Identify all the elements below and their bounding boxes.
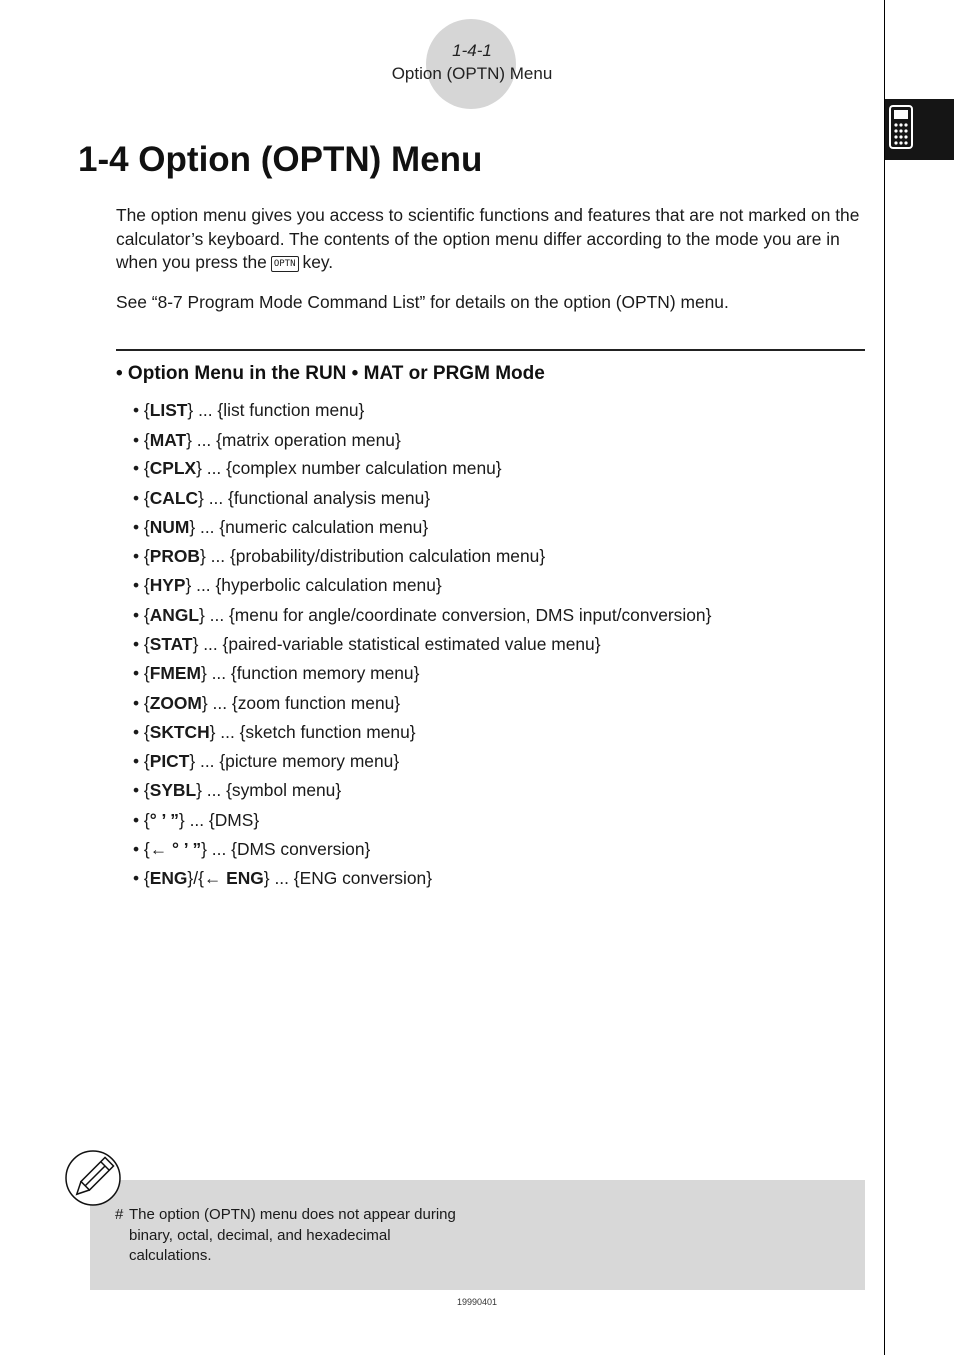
menu-item: • {MAT} ... {matrix operation menu} (133, 430, 401, 450)
menu-item-description: {DMS} (208, 810, 260, 830)
optn-key-icon: OPTN (271, 256, 299, 272)
intro-text-end: key. (302, 252, 334, 272)
menu-item-key: ← ° ’ ” (149, 839, 202, 859)
running-title: Option (OPTN) Menu (391, 64, 553, 83)
menu-item-key-alt: ← ENG (203, 868, 264, 888)
note-marker: # (115, 1206, 124, 1223)
see-also-paragraph: See “8-7 Program Mode Command List” for details on the option (OPTN) menu. (116, 292, 729, 312)
menu-item-key: ° ’ ” (149, 810, 179, 830)
menu-item-description: {functional analysis menu} (228, 488, 431, 508)
menu-item-description: {DMS conversion} (231, 839, 371, 859)
menu-item-key: FMEM (149, 663, 201, 683)
pencil-icon (64, 1149, 122, 1207)
menu-item-key: CPLX (149, 458, 197, 478)
calculator-icon (889, 105, 913, 149)
menu-item-description: {zoom function menu} (231, 693, 401, 713)
menu-item-key: ENG (149, 868, 188, 888)
menu-item-description: {hyperbolic calculation menu} (215, 575, 442, 595)
chapter-title: 1-4 Option (OPTN) Menu (78, 140, 483, 179)
menu-item-description: {paired-variable statistical estimated value menu} (222, 634, 601, 654)
menu-item: • {STAT} ... {paired-variable statistical estimated value menu} (133, 634, 601, 654)
menu-item-key: HYP (149, 575, 186, 595)
menu-item-key: SYBL (149, 780, 197, 800)
menu-item: • {SYBL} ... {symbol menu} (133, 780, 342, 800)
margin-rule (884, 0, 885, 1355)
menu-item: • {ENG}/{← ENG} ... {ENG conversion} (133, 868, 433, 888)
menu-item-key: ZOOM (149, 693, 202, 713)
menu-item: • {CALC} ... {functional analysis menu} (133, 488, 431, 508)
menu-item-key: PICT (149, 751, 190, 771)
menu-item-description: {sketch function menu} (239, 722, 416, 742)
menu-item: • {CPLX} ... {complex number calculation menu} (133, 458, 502, 478)
footer-code: 19990401 (456, 1297, 498, 1307)
menu-item: • {← ° ’ ”} ... {DMS conversion} (133, 839, 371, 859)
menu-item-key: STAT (149, 634, 193, 654)
menu-item-key: SKTCH (149, 722, 210, 742)
menu-item-key: ANGL (149, 605, 200, 625)
note-body: The option (OPTN) menu does not appear during binary, octal, decimal, and hexadecimal calculations. (129, 1206, 456, 1264)
menu-item: • {LIST} ... {list function menu} (133, 400, 365, 420)
menu-item: • {ZOOM} ... {zoom function menu} (133, 693, 401, 713)
menu-item: • {NUM} ... {numeric calculation menu} (133, 517, 429, 537)
menu-item-description: {symbol menu} (226, 780, 342, 800)
menu-item-key: LIST (149, 400, 188, 420)
menu-item-key: MAT (149, 430, 187, 450)
menu-item: • {HYP} ... {hyperbolic calculation menu} (133, 575, 442, 595)
note-text (115, 1205, 475, 1267)
menu-item-key: CALC (149, 488, 199, 508)
menu-item: • {ANGL} ... {menu for angle/coordinate conversion, DMS input/conversion} (133, 605, 712, 625)
page-number: 1-4-1 (452, 41, 492, 60)
menu-item-key: NUM (149, 517, 190, 537)
menu-item-description: {numeric calculation menu} (219, 517, 429, 537)
menu-item-description: {function memory menu} (230, 663, 420, 683)
menu-item-description: {matrix operation menu} (216, 430, 401, 450)
chapter-tab (885, 99, 954, 160)
menu-item: • {PICT} ... {picture memory menu} (133, 751, 400, 771)
menu-item: • {PROB} ... {probability/distribution calculation menu} (133, 546, 546, 566)
section-heading: • Option Menu in the RUN • MAT or PRGM Mode (116, 363, 545, 384)
menu-item-description: {complex number calculation menu} (226, 458, 502, 478)
section-divider (116, 349, 865, 351)
menu-item: • {° ’ ”} ... {DMS} (133, 810, 260, 830)
intro-paragraph (116, 204, 866, 275)
menu-item-description: {picture memory menu} (219, 751, 400, 771)
menu-item-description: {probability/distribution calculation menu} (229, 546, 546, 566)
menu-item-key: PROB (149, 546, 200, 566)
menu-item-description: {ENG conversion} (293, 868, 433, 888)
menu-item: • {FMEM} ... {function memory menu} (133, 663, 420, 683)
menu-item-description: {list function menu} (217, 400, 365, 420)
intro-text: The option menu gives you access to scientific functions and features that are not marked on the calculator’s keyboard. The contents of the option menu differ according to the mode you are in when you press the (116, 205, 860, 272)
menu-item-description: {menu for angle/coordinate conversion, DMS input/conversion} (229, 605, 712, 625)
menu-item: • {SKTCH} ... {sketch function menu} (133, 722, 416, 742)
